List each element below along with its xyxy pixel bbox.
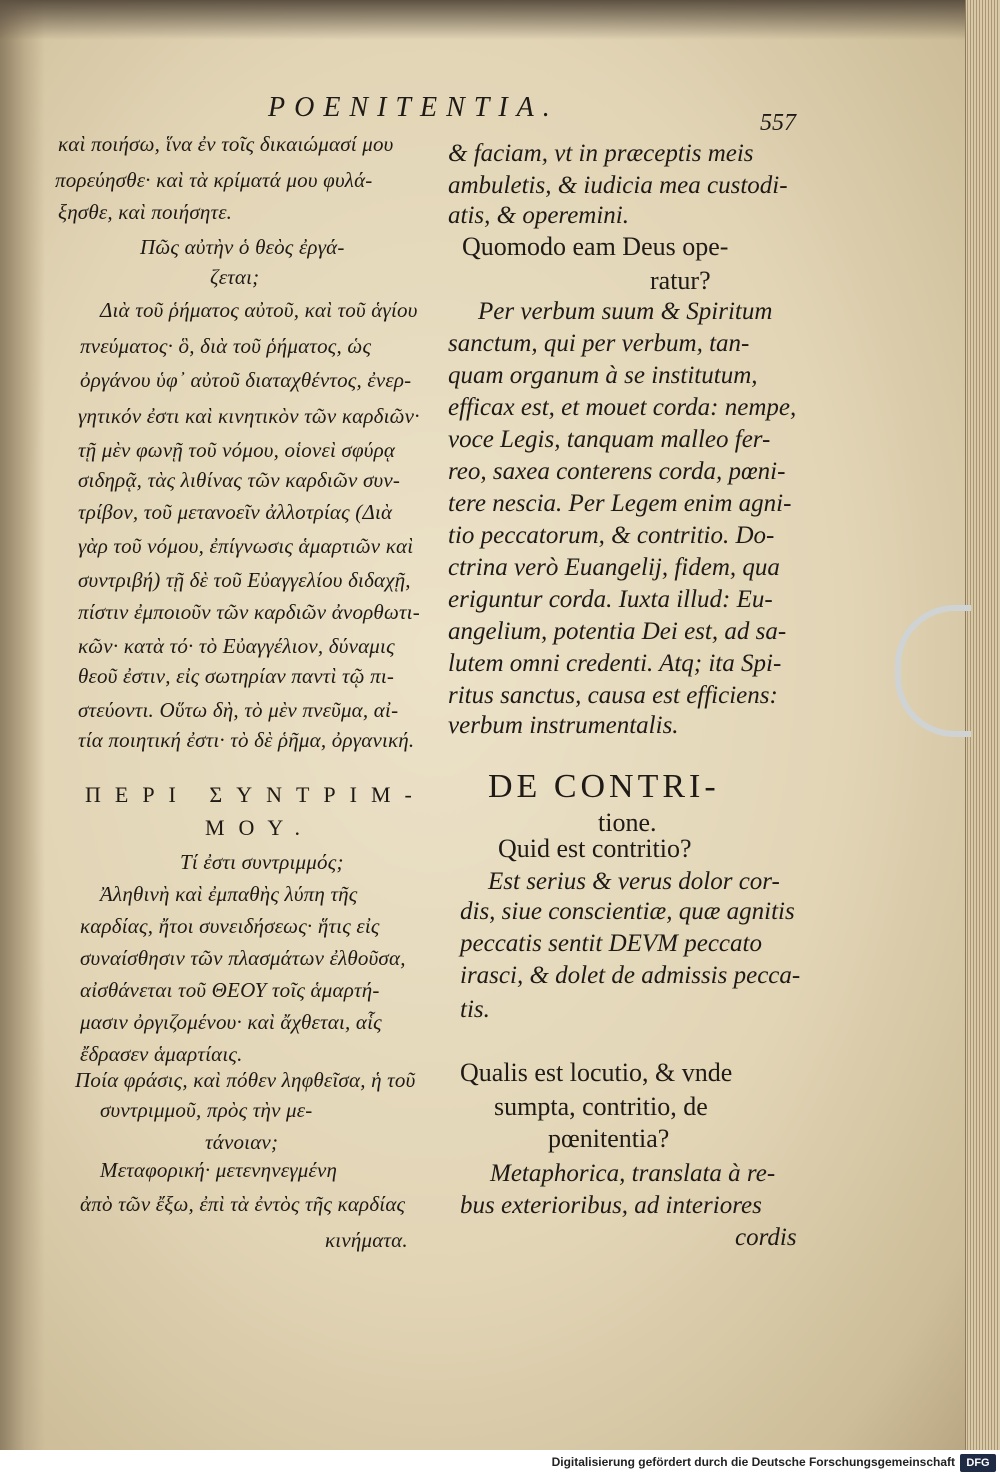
latin-heading-line: tione. <box>598 808 657 837</box>
greek-text-line: στεύοντι. Οὕτω δὴ, τὸ μὲν πνεῦμα, αἰ- <box>78 698 399 722</box>
latin-text-line: reo, saxea conterens corda, pœni- <box>448 458 786 485</box>
latin-text-line: peccatis sentit DEVM peccato <box>460 930 762 957</box>
latin-heading-line: DE CONTRI- <box>488 768 720 805</box>
greek-heading-line: ΜΟΥ. <box>205 815 315 840</box>
greek-text-line: πίστιν ἐμποιοῦν τῶν καρδιῶν ἀνορθωτι- <box>78 600 420 624</box>
latin-text-line: & faciam, vt in præceptis meis <box>448 140 754 167</box>
greek-text-line: τάνοιαν; <box>205 1130 279 1154</box>
greek-text-line: τῇ μὲν φωνῇ τοῦ νόμου, οἱονεὶ σφύρᾳ <box>78 438 396 462</box>
running-head: POENITENTIA. <box>268 92 559 123</box>
latin-text-line: eriguntur corda. Iuxta illud: Eu- <box>448 586 773 613</box>
latin-text-line: Quid est contritio? <box>498 834 692 863</box>
dfg-logo: DFG <box>960 1454 996 1472</box>
latin-text-line: bus exterioribus, ad interiores <box>460 1192 762 1219</box>
footer-bar <box>0 1450 1000 1477</box>
greek-text-line: αἰσθάνεται τοῦ ΘΕΟΥ τοῖς ἁμαρτή- <box>80 978 380 1002</box>
latin-text-line: Est serius & verus dolor cor- <box>488 868 780 895</box>
latin-text-line: irasci, & dolet de admissis pecca- <box>460 962 801 989</box>
latin-text-line: sumpta, contritio, de <box>494 1092 708 1121</box>
greek-text-line: συναίσθησιν τῶν πλασμάτων ἐλθοῦσα, <box>80 946 406 970</box>
greek-text-line: συντριμμοῦ, πρὸς τὴν με- <box>100 1098 313 1122</box>
greek-text-line: ξησθε, καὶ ποιήσητε. <box>58 200 233 224</box>
greek-text-line: Διὰ τοῦ ῥήματος αὐτοῦ, καὶ τοῦ ἁγίου <box>100 298 418 322</box>
latin-text-line: verbum instrumentalis. <box>448 712 679 739</box>
latin-text-line: pœnitentia? <box>548 1124 670 1153</box>
greek-text-line: μασιν ὀργιζομένου· καὶ ἄχθεται, αἷς <box>80 1010 382 1034</box>
latin-text-line: ambuletis, & iudicia mea custodi- <box>448 172 788 199</box>
greek-text-line: ἔδρασεν ἁμαρτίαις. <box>80 1042 243 1066</box>
latin-text-line: atis, & operemini. <box>448 202 630 229</box>
latin-text-line: tis. <box>460 996 490 1023</box>
latin-text-line: Metaphorica, translata à re- <box>490 1160 776 1187</box>
latin-text-line: ctrina verò Euangelij, fidem, qua <box>448 554 780 581</box>
funding-notice: Digitalisierung gefördert durch die Deutsche Forschungsgemeinschaft <box>551 1455 955 1469</box>
latin-text-line: Qualis est locutio, & vnde <box>460 1058 733 1087</box>
greek-text-line: κῶν· κατὰ τό· τὸ Εὐαγγέλιον, δύναμις <box>78 634 395 658</box>
greek-text-line: Τί ἐστι συντριμμός; <box>180 850 344 874</box>
latin-text-line: lutem omni credenti. Atq; ita Spi- <box>448 650 782 677</box>
greek-text-line: καὶ ποιήσω, ἵνα ἐν τοῖς δικαιώμασί μου <box>58 132 394 156</box>
page-number: 557 <box>760 110 796 136</box>
greek-text-line: γητικόν ἐστι καὶ κινητικὸν τῶν καρδιῶν· <box>78 404 420 428</box>
greek-text-line: γὰρ τοῦ νόμου, ἐπίγνωσις ἁμαρτιῶν καὶ <box>78 534 414 558</box>
greek-text-line: Ποία φράσις, καὶ πόθεν ληφθεῖσα, ἡ τοῦ <box>75 1068 416 1092</box>
greek-text-line: κινήματα. <box>325 1228 408 1252</box>
greek-text-line: ἀπὸ τῶν ἔξω, ἐπὶ τὰ ἐντὸς τῆς καρδίας <box>80 1192 406 1216</box>
greek-text-line: ὀργάνου ὑφ᾽ αὐτοῦ διαταχθέντος, ἐνερ- <box>80 368 412 392</box>
greek-text-line: σιδηρᾷ, τὰς λιθίνας τῶν καρδιῶν συν- <box>78 468 401 492</box>
page-gutter <box>0 0 45 1450</box>
latin-text-line: tere nescia. Per Legem enim agni- <box>448 490 792 517</box>
latin-text-line: Per verbum suum & Spiritum <box>478 298 773 325</box>
greek-text-line: καρδίας, ἤτοι συνειδήσεως· ἥτις εἰς <box>80 914 380 938</box>
greek-text-line: Μεταφορική· μετενηνεγμένη <box>100 1158 338 1182</box>
greek-text-line: τρίβον, τοῦ μετανοεῖν ἀλλοτρίας (Διὰ <box>78 500 393 524</box>
greek-text-line: συντριβή) τῇ δὲ τοῦ Εὐαγγελίου διδαχῇ, <box>78 568 411 592</box>
latin-text-line: ritus sanctus, causa est efficiens: <box>448 682 778 709</box>
greek-text-line: θεοῦ ἐστιν, εἰς σωτηρίαν παντὶ τῷ πι- <box>78 664 395 688</box>
greek-text-line: ζεται; <box>210 265 260 289</box>
greek-text-line: τία ποιητική ἐστι· τὸ δὲ ῥῆμα, ὀργανική. <box>78 728 415 752</box>
top-shadow <box>0 0 965 40</box>
greek-text-line: Πῶς αὐτὴν ὁ θεὸς ἐργά- <box>140 235 345 259</box>
greek-text-line: Ἀληθινὴ καὶ ἐμπαθὴς λύπη τῆς <box>100 882 358 906</box>
greek-text-line: πορεύησθε· καὶ τὰ κρίματά μου φυλά- <box>55 168 373 192</box>
greek-text-line: πνεύματος· ὃ, διὰ τοῦ ῥήματος, ὡς <box>80 334 372 358</box>
latin-text-line: tio peccatorum, & contritio. Do- <box>448 522 775 549</box>
latin-text-line: voce Legis, tanquam malleo fer- <box>448 426 771 453</box>
latin-text-line: cordis <box>735 1224 797 1251</box>
latin-text-line: angelium, potentia Dei est, ad sa- <box>448 618 787 645</box>
greek-heading-line: ΠΕΡΙ ΣΥΝΤΡΙΜ- <box>85 782 426 807</box>
latin-text-line: efficax est, et mouet corda: nempe, <box>448 394 797 421</box>
latin-text-line: quam organum à se institutum, <box>448 362 758 389</box>
latin-text-line: dis, siue conscientiæ, quæ agnitis <box>460 898 795 925</box>
latin-text-line: ratur? <box>650 266 711 295</box>
latin-text-line: sanctum, qui per verbum, tan- <box>448 330 750 357</box>
latin-text-line: Quomodo eam Deus ope- <box>462 232 729 261</box>
